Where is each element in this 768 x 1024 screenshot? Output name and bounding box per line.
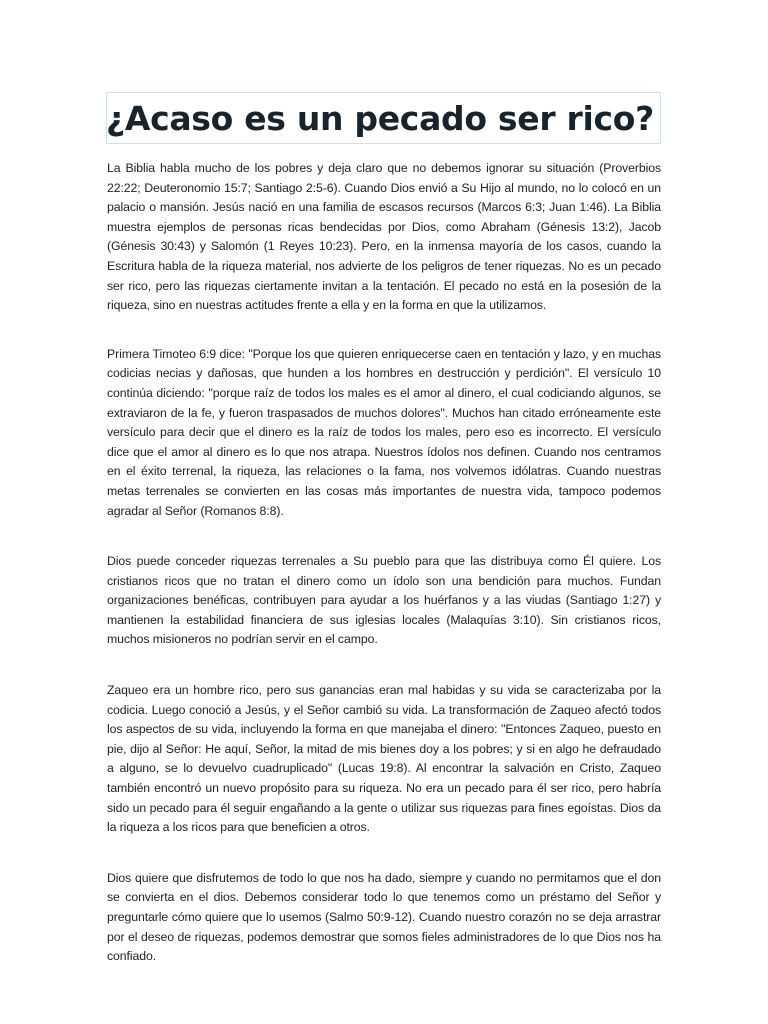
paragraph-5: Dios quiere que disfrutemos de todo lo que nos ha dado, siempre y cuando no permitamos que el don se convierta en el dios. Debemos considerar todo lo que tenemos como un préstamo del Señor y preguntarle cómo quiere que lo usemos (Salmo 50:9-12). Cuando nuestro corazón no se deja arrastrar por el deseo de riquezas, podemos demostrar que somos fieles administradores de lo que Dios nos ha confiado. xyxy=(107,870,661,964)
paragraph-1: La Biblia habla mucho de los pobres y deja claro que no debemos ignorar su situación (Proverbios 22:22; Deuteronomio 15:7; Santiago 2:5-6). Cuando Dios envió a Su Hijo al mundo, no lo colocó en un palacio o mansión. Jesús nació en una familia de escasos recursos (Marcos 6:3; Juan 1:46). La Biblia muestra ejemplos de personas ricas bendecidas por Dios, como Abraham (Génesis 13:2), Jacob (Génesis 30:43) y Salomón (1 Reyes 10:23). Pero, en la inmensa mayoría de los casos, cuando la Escritura habla de la riqueza material, nos advierte de los peligros de tener riquezas. No es un pecado ser rico, pero las riquezas ciertamente invitan a la tentación. El pecado no está en la posesión de la riqueza, sino en nuestras actitudes frente a ella y en la forma en que la utilizamos. xyxy=(107,161,661,313)
paragraph-3: Dios puede conceder riquezas terrenales a Su pueblo para que las distribuya como Él quiere. Los cristianos ricos que no tratan el dinero como un ídolo son una bendición para muchos. Fundan organizaciones benéficas, contribuyen para ayudar a los huérfanos y a las viudas (Santiago 1:27) y mantienen la estabilidad financiera de sus iglesias locales (Malaquías 3:10). Sin cristianos ricos, muchos misioneros no podrían servir en el campo. xyxy=(107,554,661,647)
document-body xyxy=(107,159,661,996)
paragraph-4: Zaqueo era un hombre rico, pero sus ganancias eran mal habidas y su vida se caracterizaba por la codicia. Luego conoció a Jesús, y el Señor cambió su vida. La transformación de Zaqueo afectó todos los aspectos de su vida, incluyendo la forma en que manejaba el dinero: "Entonces Zaqueo, puesto en pie, dijo al Señor: He aquí, Señor, la mitad de mis bienes doy a los pobres; y si en algo he defraudado a alguno, se lo devuelvo cuadruplicado" (Lucas 19:8). Al encontrar la salvación en Cristo, Zaqueo también encontró un nuevo propósito para su riqueza. No era un pecado para él ser rico, pero habría sido un pecado para él seguir engañando a la gente o utilizar sus riquezas para fines egoístas. Dios da la riqueza a los ricos para que beneficien a otros. xyxy=(107,683,661,835)
paragraph-2: Primera Timoteo 6:9 dice: "Porque los que quieren enriquecerse caen en tentación y lazo, y en muchas codicias necias y dañosas, que hunden a los hombres en destrucción y perdición". El versículo 10 continúa diciendo: "porque raíz de todos los males es el amor al dinero, el cual codiciando algunos, se extraviaron de la fe, y fueron traspasados de muchos dolores". Muchos han citado erróneamente este versículo para decir que el dinero es la raíz de todos los males, pero eso es incorrecto. El versículo dice que el amor al dinero es lo que nos atrapa. Nuestros ídolos nos definen. Cuando nos centramos en el éxito terrenal, la riqueza, las relaciones o la fama, nos volvemos idólatras. Cuando nuestras metas terrenales se convierten en las cosas más importantes de nuestra vida, tampoco podemos agradar al Señor (Romanos 8:8). xyxy=(107,346,661,518)
page-title: ¿Acaso es un pecado ser rico? xyxy=(106,99,654,138)
